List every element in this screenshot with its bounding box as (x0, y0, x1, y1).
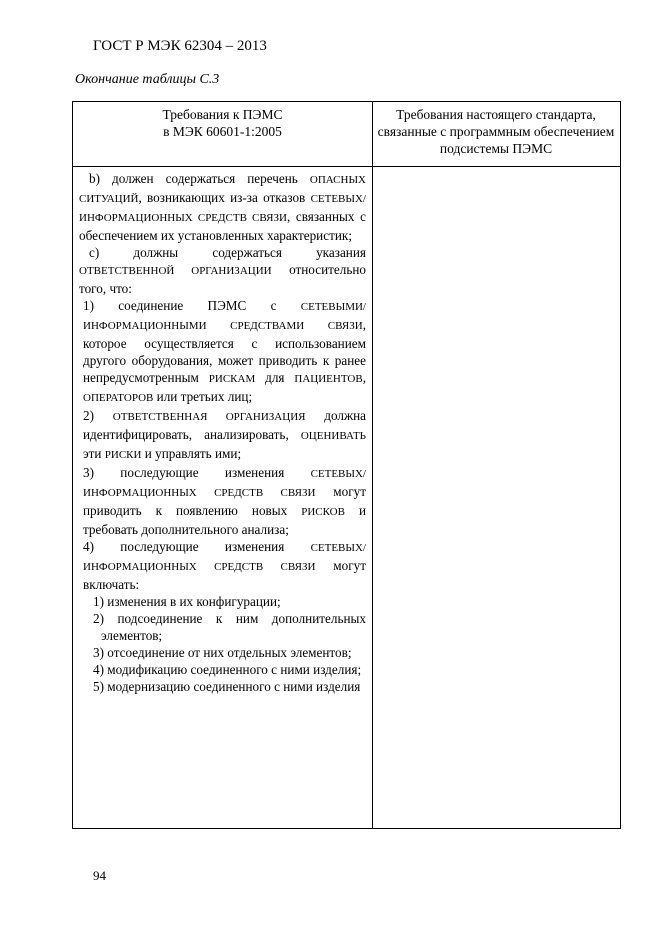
term: СЕТЕВЫХ/ ИНФОРМАЦИОННЫХ СРЕДСТВ СВЯЗИ (79, 193, 366, 224)
term: ОПЕРАТОРОВ (83, 392, 154, 404)
item-c4 (79, 538, 366, 593)
text: , возникающих из-за отказов (138, 190, 311, 205)
requirements-table (72, 101, 621, 829)
text: могут включать: (83, 558, 366, 592)
item-c (79, 244, 366, 297)
page-number: 94 (93, 868, 106, 883)
term: ОПАСНЫХ СИТУАЦИЙ (79, 174, 366, 205)
subitem-3: 3) отсоединение от них отдельных элементов; (93, 645, 352, 660)
text: и управлять ими; (141, 446, 242, 461)
text: b) должен содержаться перечень (89, 171, 310, 186)
column-header-line: в МЭК 60601-1:2005 (163, 124, 282, 139)
text: c) должны содержаться указания (89, 245, 366, 260)
term: ОТВЕТСТВЕННОЙ ОРГАНИЗАЦИИ (79, 265, 272, 277)
text: 3) последующие изменения (83, 465, 311, 480)
text: 1) соединение ПЭМС с (83, 298, 301, 313)
text: для (255, 370, 295, 385)
text: могут приводить к появлению новых (83, 484, 366, 518)
header-divider (73, 166, 620, 167)
document-code-header: ГОСТ Р МЭК 62304 – 2013 (93, 38, 267, 54)
column-header-iec60601 (73, 106, 372, 140)
term: РИСКОВ (301, 506, 345, 518)
term: ОЦЕНИВАТЬ (300, 430, 366, 442)
column-divider (372, 102, 373, 828)
subitem-2: 2) подсоединение к ним дополнительных элементов; (93, 611, 366, 643)
term: ПАЦИЕНТОВ (294, 373, 363, 385)
text: , связанных с обеспечением их установленных характеристик; (79, 209, 366, 243)
text: или третьих лиц; (153, 389, 253, 404)
subitem-4: 4) модификацию соединенного с ними изделия; (93, 662, 362, 677)
column-header-this-standard: Требования настоящего стандарта, связанные с программным обеспечением подсистемы ПЭМС (377, 107, 615, 156)
text: , (362, 370, 366, 385)
text: и требовать дополнительного анализа; (83, 503, 366, 537)
item-c2 (79, 407, 366, 464)
text: 4) последующие изменения (83, 539, 311, 554)
term: ОТВЕТСТВЕННАЯ ОРГАНИЗАЦИЯ (112, 411, 306, 423)
text: эти (83, 446, 105, 461)
requirements-cell (79, 170, 366, 695)
subitem-5: 5) модернизацию соединенного с ними изделия (93, 679, 361, 694)
term: СЕТЕВЫМИ/ ИНФОРМАЦИОННЫМИ СРЕДСТВАМИ СВЯЗИ (83, 301, 366, 332)
item-c1 (79, 297, 366, 407)
text: относительно того, что: (79, 262, 366, 296)
term: РИСКИ (104, 449, 142, 461)
item-b (79, 170, 366, 244)
term: РИСКАМ (208, 373, 256, 385)
subitem-1: 1) изменения в их конфигурации; (93, 594, 281, 609)
table-caption: Окончание таблицы С.3 (75, 72, 220, 87)
text: должна идентифицировать, анализировать, (83, 408, 367, 442)
term: СЕТЕВЫХ/ИНФОРМАЦИОННЫХ СРЕДСТВ СВЯЗИ (83, 542, 366, 573)
term: СЕТЕВЫХ/ИНФОРМАЦИОННЫХ СРЕДСТВ СВЯЗИ (83, 468, 366, 499)
text: , которое осуществляется с использованием другого оборудования, может приводить к ранее непредусмотренным (83, 317, 366, 385)
column-header-line: Требования к ПЭМС (162, 107, 283, 122)
item-c3 (79, 464, 366, 538)
text: 2) (83, 408, 113, 423)
